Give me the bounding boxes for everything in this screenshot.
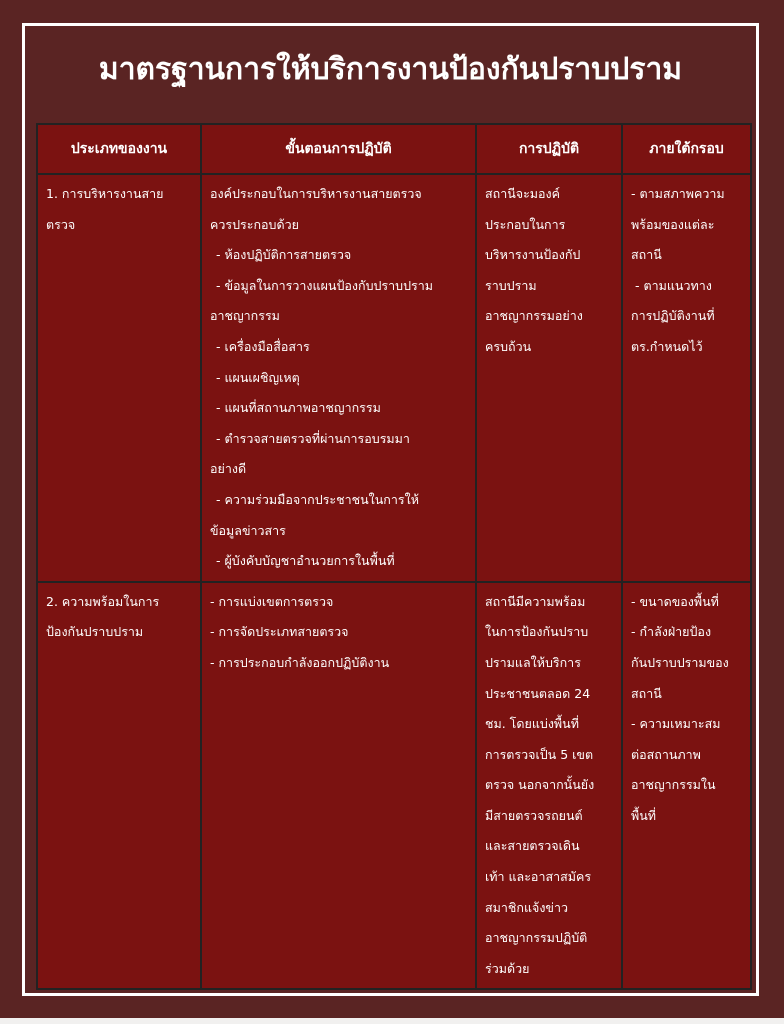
cell-text: - ตามสภาพความ: [631, 186, 725, 201]
cell-text: ราบปราม: [485, 277, 537, 293]
cell-text: กันปราบปรามของ: [631, 654, 729, 670]
cell-text: - ตามแนวทาง: [635, 277, 712, 293]
cell-framework: [622, 174, 751, 582]
cell-text: ประกอบในการ: [485, 216, 566, 232]
bullet-item: - การจัดประเภทสายตรวจ: [210, 624, 349, 640]
cell-text: สถานี: [631, 247, 662, 263]
header-procedure: ขั้นตอนการปฏิบัติ: [201, 124, 476, 174]
page-title: มาตรฐานการให้บริการงานป้องกันปราบปราม: [98, 52, 683, 87]
cell-text: สถานีมีความพร้อม: [485, 593, 586, 609]
cell-text: ประชาชนตลอด 24: [485, 685, 591, 701]
cell-work-type: [37, 174, 201, 582]
cell-text: อาชญากรรมปฏิบัติ: [485, 930, 588, 946]
standards-table: [36, 123, 752, 990]
bullet-item: - ข้อมูลในการวางแผนป้องกับปราบปราม: [216, 277, 434, 293]
cell-text: เท้า และอาสาสมัคร: [485, 869, 592, 885]
cell-text: 2. ความพร้อมในการ: [46, 593, 160, 609]
cell-text: ป้องกันปราบปราม: [46, 624, 144, 640]
cell-text: 1. การบริหารงานสาย: [46, 186, 164, 201]
bullet-item: - แผนเผชิญเหตุ: [216, 369, 300, 385]
cell-text: - กำลังฝ่ายป้อง: [631, 624, 712, 640]
cell-text: ต่อสถานภาพ: [631, 746, 701, 762]
cell-procedure: [201, 174, 476, 582]
cell-text: พร้อมของแต่ละ: [631, 216, 715, 232]
cell-text: บริหารงานป้องกัป: [485, 247, 581, 263]
cell-text: ตร.กำหนดไว้: [631, 338, 703, 354]
header-work-type: ประเภทของงาน: [37, 124, 201, 174]
bullet-item: - การประกอบกำลังออกปฏิบัติงาน: [210, 654, 390, 670]
cell-text: ควรประกอบด้วย: [210, 216, 299, 232]
cell-text: พื้นที่: [631, 807, 657, 823]
cell-text: - ขนาดของพื้นที่: [631, 593, 719, 609]
header-practice: การปฏิบัติ: [476, 124, 622, 174]
cell-practice: [476, 582, 622, 990]
bullet-continuation: อย่างดี: [210, 461, 247, 477]
bullet-item: - การแบ่งเขตการตรวจ: [210, 593, 334, 609]
bullet-continuation: อาชญากรรม: [210, 308, 280, 324]
cell-text: ตรวจ: [46, 216, 76, 232]
header-framework: ภายใต้กรอบ: [622, 124, 751, 174]
cell-text: สถานีจะมองค์: [485, 186, 561, 201]
cell-text: ในการป้องกันปราบ: [485, 624, 589, 640]
cell-framework: [622, 582, 751, 990]
cell-procedure: [201, 582, 476, 990]
bullet-item: - ตำรวจสายตรวจที่ผ่านการอบรมมา: [216, 430, 410, 446]
cell-text: ครบถ้วน: [485, 338, 532, 354]
cell-work-type: [37, 582, 201, 990]
cell-text: อาชญากรรมใน: [631, 777, 716, 793]
cell-text: และสายตรวจเดิน: [485, 838, 580, 854]
bullet-item: - เครื่องมือสื่อสาร: [216, 338, 310, 354]
table-header-row: [37, 124, 751, 174]
cell-text: การปฏิบัติงานที่: [631, 308, 715, 324]
bullet-item: - ห้องปฏิบัติการสายตรวจ: [216, 247, 352, 263]
cell-text: ชม. โดยแบ่งพื้นที่: [485, 716, 579, 732]
bullet-item: - แผนที่สถานภาพอาชญากรรม: [216, 400, 381, 416]
cell-text: อาชญากรรมอย่าง: [485, 308, 583, 324]
cell-practice: [476, 174, 622, 582]
cell-text: - ความเหมาะสม: [631, 716, 721, 732]
bullet-item: - ความร่วมมือจากประชาชนในการให้: [216, 491, 419, 507]
cell-text: ปรามแลให้บริการ: [485, 654, 581, 670]
cell-text: สถานี: [631, 685, 662, 701]
cell-text: มีสายตรวจรถยนต์: [485, 807, 583, 823]
bullet-continuation: ข้อมูลข่าวสาร: [210, 522, 286, 538]
bullet-item: - ผู้บังคับบัญชาอำนวยการในพื้นที่: [216, 553, 395, 569]
table-row: [37, 582, 751, 990]
cell-text: องค์ประกอบในการบริหารงานสายตรวจ: [210, 186, 422, 201]
cell-text: ร่วมด้วย: [485, 960, 530, 976]
cell-text: สมาชิกแจ้งข่าว: [485, 899, 569, 915]
table-row: [37, 174, 751, 582]
cell-text: ตรวจ นอกจากนั้นยัง: [485, 777, 595, 793]
cell-text: การตรวจเป็น 5 เขต: [485, 746, 594, 762]
